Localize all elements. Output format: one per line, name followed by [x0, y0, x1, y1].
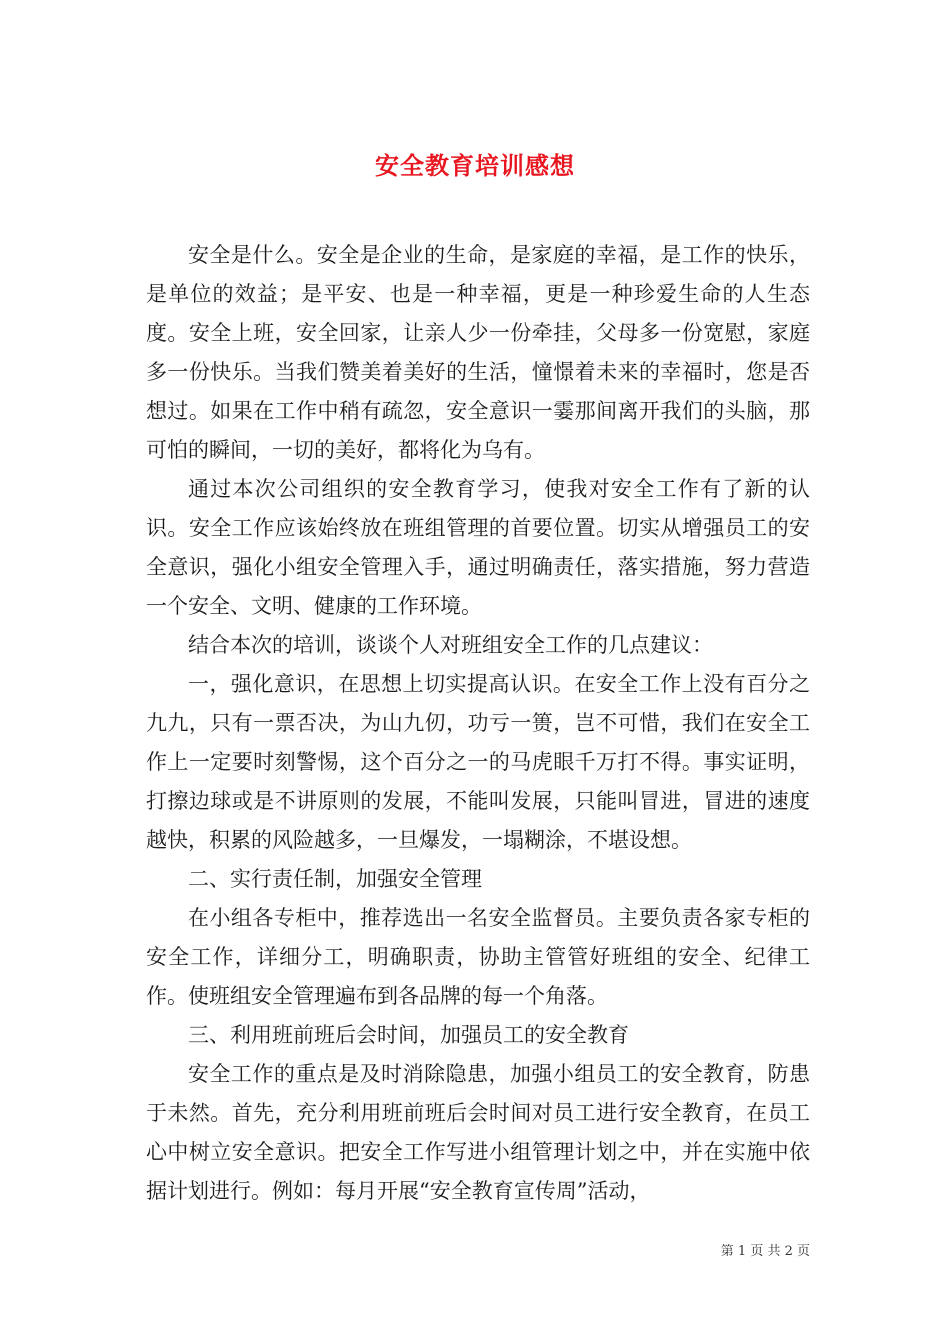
paragraph-intro: 安全是什么。安全是企业的生命，是家庭的幸福，是工作的快乐，是单位的效益；是平安、也是一种幸福，更是一种珍爱生命的人生态度。安全上班，安全回家，让亲人少一份牵挂，父母多一份宽慰，家庭多一份快乐。当我们赞美着美好的生活，憧憬着未来的幸福时，您是否想过。如果在工作中稍有疏忽，安全意识一霎那间离开我们的头脑，那可怕的瞬间，一切的美好，都将化为乌有。: [146, 243, 810, 462]
paragraph-suggestions-intro: 结合本次的培训，谈谈个人对班组安全工作的几点建议：: [188, 633, 713, 657]
heading-point-two: 二、实行责任制，加强安全管理: [188, 867, 482, 891]
paragraph-point-three: 安全工作的重点是及时消除隐患，加强小组员工的安全教育，防患于未然。首先，充分利用班前班后会时间对员工进行安全教育，在员工心中树立安全意识。把安全工作写进小组管理计划之中，并在实施中依据计划进行。例如：每月开展“安全教育宣传周”活动，: [146, 1062, 810, 1203]
document-body: [146, 236, 810, 1211]
document-title: 安全教育培训感想: [375, 151, 575, 181]
heading-point-three: 三、利用班前班后会时间，加强员工的安全教育: [188, 1023, 629, 1047]
paragraph-point-one: 一，强化意识，在思想上切实提高认识。在安全工作上没有百分之九九，只有一票否决，为山九仞，功亏一篑，岂不可惜，我们在安全工作上一定要时刻警惕，这个百分之一的马虎眼千万打不得。事实证明，打擦边球或是不讲原则的发展，不能叫发展，只能叫冒进，冒进的速度越快，积累的风险越多，一旦爆发，一塌糊涂，不堪设想。: [146, 672, 810, 852]
paragraph-learning: 通过本次公司组织的安全教育学习，使我对安全工作有了新的认识。安全工作应该始终放在班组管理的首要位置。切实从增强员工的安全意识，强化小组安全管理入手，通过明确责任，落实措施，努力营造一个安全、文明、健康的工作环境。: [146, 477, 810, 618]
paragraph-point-two: 在小组各专柜中，推荐选出一名安全监督员。主要负责各家专柜的安全工作，详细分工，明确职责，协助主管管好班组的安全、纪律工作。使班组安全管理遍布到各品牌的每一个角落。: [146, 906, 810, 1008]
page-number: 第 1 页 共 2 页: [720, 1244, 810, 1259]
